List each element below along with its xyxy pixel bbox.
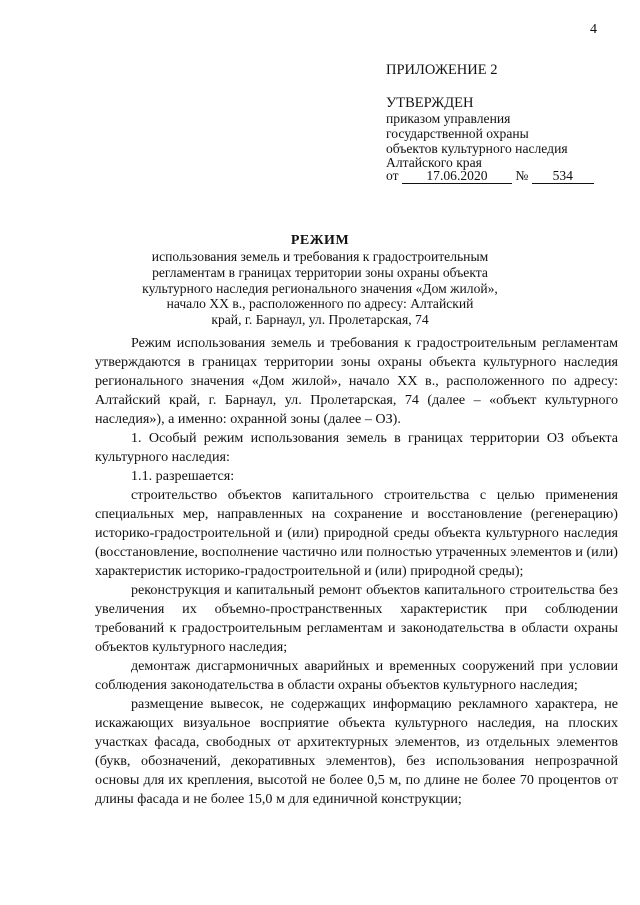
paragraph-intro: Режим использования земель и требования к градостроительным регламентам утверждаются в границах территории зоны охраны объекта культурного наследия регионального значения «Дом жилой», начало XX в., расположенного по адресу: Алтайский край, г. Барнаул, ул. Пролетарская, 74 (далее – «объект культурного наследия»), а именно: охранной зоны (далее – ОЗ). (95, 335, 618, 427)
paragraph-construction: строительство объектов капитального строительства с целью применения специальных мер, направленных на сохранение и восстановление (регенерацию) историко-градостроительной и (или) природной среды объекта культурного наследия (восстановление, восполнение частично или полностью утраченных элементов и (или) характеристик историко-градостроительной и (или) природной среды); (95, 487, 618, 579)
paragraph-demolition: демонтаж дисгармоничных аварийных и временных сооружений при условии соблюдения законодательства в области охраны объектов культурного наследия; (95, 658, 618, 693)
authority-line: государственной охраны (386, 125, 529, 141)
appendix-label: ПРИЛОЖЕНИЕ 2 (386, 62, 498, 78)
order-number-sign: № (515, 168, 529, 183)
order-from: от (386, 168, 399, 183)
order-number: 534 (532, 169, 594, 184)
authority-line: Алтайского края (386, 155, 482, 171)
paragraph-reconstruction: реконструкция и капитальный ремонт объектов капитального строительства без увеличения их объемно-пространственных характеристик при соблюдении требований к градостроительным регламентам и законодательства в области охраны объектов культурного наследия; (95, 582, 618, 655)
approval-authority (386, 112, 568, 171)
document-subtitle (140, 249, 500, 328)
subtitle-line: начало XX в., расположенного по адресу: Алтайский (166, 296, 474, 312)
paragraph-signage: размещение вывесок, не содержащих информацию рекламного характера, не искажающих визуальное восприятие объекта культурного наследия, на плоских участках фасада, свободных от архитектурных элементов, из отдельных элементов (букв, обозначений, декоративных элементов), без использования непрозрачной основы для их крепления, высотой не более 0,5 м, по длине не более 70 процентов от длины фасада и не более 15,0 м для единичной конструкции; (95, 696, 618, 807)
paragraph-subsection-1-1: 1.1. разрешается: (131, 468, 235, 484)
subtitle-line: край, г. Барнаул, ул. Пролетарская, 74 (211, 312, 429, 328)
subtitle-line: регламентам в границах территории зоны охраны объекта (152, 264, 488, 280)
page-number: 4 (590, 22, 597, 37)
authority-line: объектов культурного наследия (386, 140, 568, 156)
order-reference (386, 168, 594, 184)
document-title: РЕЖИМ (290, 233, 350, 248)
order-date: 17.06.2020 (402, 169, 512, 184)
document-body (95, 334, 618, 809)
subtitle-line: культурного наследия регионального значения «Дом жилой», (142, 280, 498, 296)
subtitle-line: использования земель и требования к градостроительным (151, 249, 489, 264)
approved-label: УТВЕРЖДЕН (386, 95, 474, 111)
paragraph-section-1: 1. Особый режим использования земель в границах территории ОЗ объекта культурного наследия: (95, 430, 618, 465)
authority-line: приказом управления (386, 111, 511, 126)
